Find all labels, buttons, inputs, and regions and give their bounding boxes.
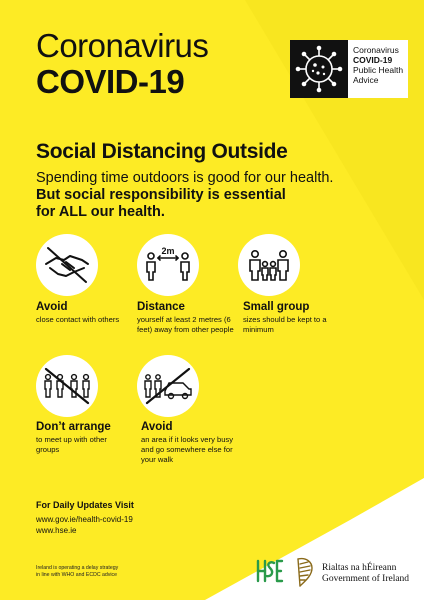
item-avoid-contact: Avoid close contact with others bbox=[36, 301, 120, 324]
delay-strategy-note: Ireland is operating a delay strategy in line with WHO and ECDC advice bbox=[36, 565, 119, 578]
item-distance: Distance yourself at least 2 metres (6 feet) away from other people bbox=[137, 301, 234, 334]
daily-updates bbox=[36, 500, 134, 536]
two-metres-distance-icon bbox=[137, 234, 199, 296]
badge-text: Coronavirus COVID-19 Public Health Advice bbox=[353, 45, 404, 85]
virus-icon bbox=[290, 40, 348, 98]
hse-logo bbox=[255, 556, 285, 586]
item-avoid-busy-area: Avoid an area if it looks very busy and go somewhere else for your walk bbox=[141, 421, 234, 464]
government-of-ireland-text: Rialtas na hÉireann Government of Ireland bbox=[322, 563, 410, 584]
group-crossed-icon bbox=[36, 355, 98, 417]
link-hse-ie[interactable]: www.hse.ie bbox=[36, 526, 77, 535]
distance-label: 2m bbox=[161, 246, 175, 256]
subheading-responsibility: But social responsibility is essential for ALL our health. bbox=[36, 187, 286, 220]
updates-title: For Daily Updates Visit bbox=[36, 500, 134, 510]
item-small-group: Small group sizes should be kept to a minimum bbox=[243, 301, 327, 334]
poster-title bbox=[36, 28, 208, 100]
link-gov-ie[interactable]: www.gov.ie/health-covid-19 bbox=[36, 515, 133, 524]
public-health-badge bbox=[290, 40, 408, 98]
busy-area-crossed-icon bbox=[137, 355, 199, 417]
subheading-outdoors: Spending time outdoors is good for our health. bbox=[36, 170, 334, 186]
handshake-crossed-icon bbox=[36, 234, 98, 296]
harp-logo bbox=[294, 556, 316, 588]
small-group-icon bbox=[238, 234, 300, 296]
title-line-covid: COVID-19 bbox=[36, 63, 185, 100]
item-dont-arrange: Don’t arrange to meet up with other groups bbox=[36, 421, 111, 454]
page-heading: Social Distancing Outside bbox=[36, 140, 288, 163]
title-line-coronavirus: Coronavirus bbox=[36, 27, 209, 64]
